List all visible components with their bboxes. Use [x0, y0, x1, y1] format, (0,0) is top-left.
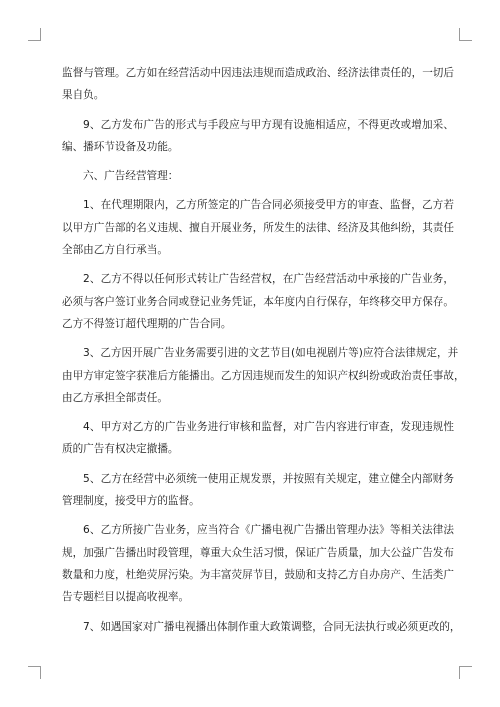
crop-mark-bottom-left [28, 666, 41, 679]
crop-mark-top-left [28, 28, 41, 41]
section-heading [62, 165, 454, 187]
paragraph [62, 416, 454, 461]
text-line: 9、乙方发布广告的形式与手段应与甲方现有设施相适应，不得更改或增加采、 [83, 118, 454, 131]
paragraph [62, 268, 454, 335]
paragraph [62, 114, 454, 159]
text-line: 全部由乙方自行承当。 [62, 244, 168, 257]
document-body [62, 62, 465, 638]
text-line: 果自负。 [62, 89, 105, 102]
text-line: 由甲方审定签字获准后方能播出。乙方因违规而发生的知识产权纠纷或政治责任事故， [62, 369, 465, 382]
paragraph [62, 616, 461, 638]
text-line: 2、乙方不得以任何形式转让广告经营权，在广告经营活动中承接的广告业务， [83, 273, 454, 286]
text-line: 3、乙方因开展广告业务需要引进的文艺节目(如电视剧片等)应符合法律规定，并 [83, 347, 459, 360]
crop-mark-bottom-right [459, 666, 472, 679]
text-line: 7、如遇国家对广播电视播出体制作重大政策调整，合同无法执行或必须更改的， [83, 620, 461, 633]
text-line: 六、广告经营管理： [83, 170, 179, 183]
crop-mark-top-right [459, 28, 472, 41]
text-line: 编、播环节设备及功能。 [62, 140, 179, 153]
text-line: 4、甲方对乙方的广告业务进行审核和监督，对广告内容进行审查，发现违规性 [83, 421, 454, 434]
paragraph [62, 62, 454, 107]
text-line: 质的广告有权决定撤播。 [62, 443, 179, 456]
paragraph [62, 342, 465, 409]
text-line: 数量和力度，杜绝荧屏污染。为丰富荧屏节目，鼓励和支持乙方自办房产、生活类广 [62, 568, 454, 581]
text-line: 以甲方广告部的名义违规、擅自开展业务，所发生的法律、经济及其他纠纷，其责任 [62, 221, 454, 234]
paragraph [62, 194, 454, 261]
paragraph [62, 468, 454, 513]
text-line: 必须与客户签订业务合同或登记业务凭证，本年度内自行保存，年终移交甲方保存。 [62, 295, 454, 308]
text-line: 乙方不得签订超代理期的广告合同。 [62, 317, 232, 330]
text-line: 监督与管理。乙方如在经营活动中因违法违规而造成政治、经济法律责任的，一切后 [62, 67, 454, 79]
text-line: 规，加强广告播出时段管理，尊重大众生活习惯，保证广告质量，加大公益广告发布 [62, 546, 454, 559]
text-line: 1、在代理期限内，乙方所签定的广告合同必须接受甲方的审查、监督，乙方若 [83, 199, 454, 212]
paragraph [62, 519, 454, 608]
text-line: 告专题栏目以提高收视率。 [62, 591, 190, 604]
text-line: 5、乙方在经营中必须统一使用正规发票，并按照有关规定，建立健全内部财务 [83, 472, 454, 485]
text-line: 由乙方承担全部责任。 [62, 391, 168, 404]
text-line: 管理制度，接受甲方的监督。 [62, 495, 200, 508]
text-line: 6、乙方所接广告业务，应当符合《广播电视广告播出管理办法》等相关法律法 [83, 524, 454, 537]
